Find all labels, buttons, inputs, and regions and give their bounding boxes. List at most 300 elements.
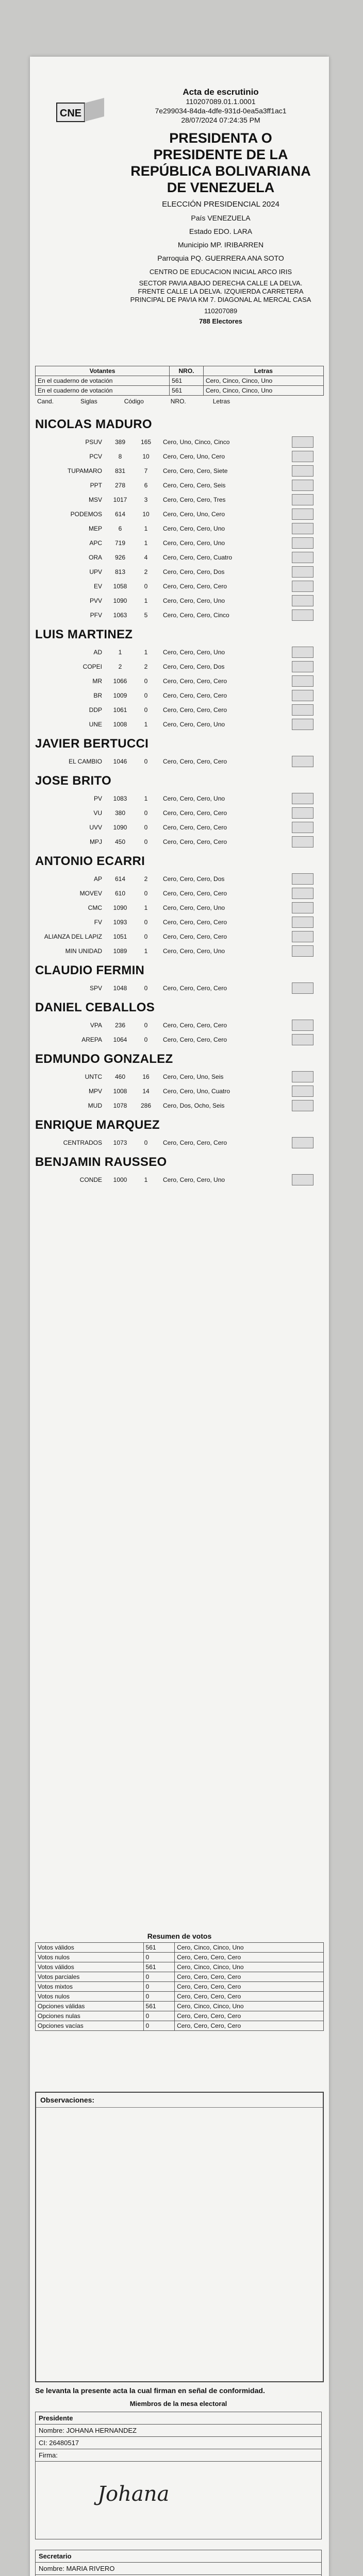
party-row — [30, 1098, 329, 1113]
table-row: Votos parciales 0 Cero, Cero, Cero, Cero — [36, 1972, 324, 1982]
party-row — [30, 550, 329, 565]
party-code: 1048 — [113, 985, 127, 992]
party-code: 1008 — [113, 1088, 127, 1095]
party-code: 1061 — [113, 706, 127, 714]
vote-letters: Cero, Cero, Cero, Uno — [163, 649, 225, 656]
party-name: UPV — [89, 568, 102, 575]
party-name: CENTRADOS — [63, 1139, 102, 1146]
party-logo — [292, 888, 314, 899]
resumen-title: Resumen de votos — [147, 1932, 212, 1940]
table-row: En el cuaderno de votación 561 Cero, Cinco, Cinco, Uno — [36, 376, 324, 386]
party-logo — [292, 1174, 314, 1185]
candidate-name: EDMUNDO GONZALEZ — [35, 1052, 173, 1066]
vote-count: 4 — [144, 554, 148, 561]
vote-letters: Cero, Cero, Cero, Tres — [163, 496, 226, 503]
party-row — [30, 493, 329, 507]
party-row — [30, 645, 329, 659]
party-name: MEP — [88, 525, 102, 532]
vote-letters: Cero, Cero, Cero, Uno — [163, 904, 225, 911]
party-name: ORA — [88, 554, 102, 561]
vote-count: 5 — [144, 612, 148, 619]
vote-letters: Cero, Cero, Cero, Cero — [163, 706, 227, 714]
vote-count: 1 — [144, 539, 148, 547]
party-name: VPA — [90, 1022, 102, 1029]
party-code: 1083 — [113, 795, 127, 802]
party-logo — [292, 523, 314, 534]
party-code: 614 — [114, 875, 126, 883]
party-row — [30, 835, 329, 849]
party-name: CONDE — [79, 1176, 102, 1183]
party-code: 1008 — [113, 721, 127, 728]
table-row: Votos nulos 0 Cero, Cero, Cero, Cero — [36, 1992, 324, 2002]
vote-count: 0 — [144, 692, 148, 699]
vote-count: 0 — [144, 1139, 148, 1146]
candidates-column-header: Cand. Siglas Código NRO. Letras — [37, 398, 230, 405]
vote-letters: Cero, Cero, Cero, Cero — [163, 809, 227, 817]
vote-letters: Cero, Cero, Cero, Cero — [163, 838, 227, 845]
vote-count: 2 — [144, 875, 148, 883]
party-logo — [292, 931, 314, 942]
vote-count: 14 — [142, 1088, 150, 1095]
party-name: MR — [92, 677, 102, 685]
party-name: MSV — [88, 496, 102, 503]
party-logo — [292, 982, 314, 994]
candidate-block — [30, 1052, 329, 1113]
vote-letters: Cero, Cero, Cero, Siete — [163, 467, 228, 474]
vote-letters: Cero, Cero, Cero, Cero — [163, 985, 227, 992]
table-row: En el cuaderno de votación 561 Cero, Cinco, Cinco, Uno — [36, 386, 324, 396]
party-row — [30, 1173, 329, 1187]
party-name: CMC — [88, 904, 102, 911]
signers-section — [35, 2385, 322, 2576]
vote-count: 2 — [144, 568, 148, 575]
vote-letters: Cero, Cero, Cero, Uno — [163, 795, 225, 802]
vote-count: 0 — [144, 677, 148, 685]
vote-count: 0 — [144, 824, 148, 831]
acta-code: 110207089.01.1.0001 — [186, 97, 256, 106]
signer-role: Presidente — [36, 2412, 321, 2425]
candidate-name: JAVIER BERTUCCI — [35, 737, 149, 751]
candidate-name: CLAUDIO FERMIN — [35, 963, 145, 977]
vote-count: 1 — [144, 1176, 148, 1183]
party-logo — [292, 719, 314, 730]
mesa-title: Miembros de la mesa electoral — [129, 2400, 227, 2408]
party-code: 1089 — [113, 947, 127, 955]
candidate-block — [30, 1155, 329, 1187]
party-logo — [292, 1034, 314, 1045]
vote-count: 0 — [144, 1036, 148, 1043]
vote-count: 0 — [144, 838, 148, 845]
acta-header — [128, 88, 314, 326]
party-logo — [292, 480, 314, 491]
party-code: 1090 — [113, 824, 127, 831]
vote-count: 0 — [144, 758, 148, 765]
party-row — [30, 659, 329, 674]
vote-letters: Cero, Cero, Cero, Cero — [163, 890, 227, 897]
party-row — [30, 886, 329, 901]
vote-count: 165 — [140, 438, 152, 446]
letras-header: Letras — [203, 366, 323, 376]
party-code: 6 — [118, 525, 122, 532]
party-logo — [292, 494, 314, 505]
party-logo — [292, 756, 314, 767]
party-name: PSUV — [85, 438, 102, 446]
vote-letters: Cero, Cero, Cero, Uno — [163, 721, 225, 728]
vote-count: 1 — [144, 649, 148, 656]
vote-count: 2 — [144, 663, 148, 670]
party-code: 610 — [114, 890, 126, 897]
vote-letters: Cero, Cero, Cero, Cero — [163, 824, 227, 831]
party-name: MIN UNIDAD — [65, 947, 102, 955]
party-logo — [292, 609, 314, 621]
party-row — [30, 688, 329, 703]
candidate-name: LUIS MARTINEZ — [35, 628, 133, 641]
party-name: MPV — [88, 1088, 102, 1095]
vote-letters: Cero, Cero, Cero, Cinco — [163, 612, 229, 619]
vote-letters: Cero, Dos, Ocho, Seis — [163, 1102, 225, 1109]
party-code: 1093 — [113, 919, 127, 926]
acta-datetime: 28/07/2024 07:24:35 PM — [181, 116, 260, 124]
vote-count: 286 — [140, 1102, 152, 1109]
party-row — [30, 717, 329, 732]
party-logo — [292, 1086, 314, 1097]
vote-count: 1 — [144, 947, 148, 955]
municipio: Municipio MP. IRIBARREN — [177, 241, 264, 249]
party-code: 1063 — [113, 612, 127, 619]
party-code: 8 — [118, 453, 122, 460]
vote-count: 0 — [144, 919, 148, 926]
candidate-block — [30, 1118, 329, 1150]
electores: 788 Electores — [199, 317, 242, 325]
party-name: MOVEV — [79, 890, 102, 897]
party-logo — [292, 465, 314, 477]
party-name: COPEI — [82, 663, 102, 670]
signature: Johana — [97, 2482, 170, 2506]
party-logo — [292, 1020, 314, 1031]
party-row — [30, 1136, 329, 1150]
table-row: Opciones nulas 0 Cero, Cero, Cero, Cero — [36, 2011, 324, 2021]
party-code: 460 — [114, 1073, 126, 1080]
party-code: 926 — [114, 554, 126, 561]
party-logo — [292, 1100, 314, 1111]
party-name: AP — [93, 875, 102, 883]
candidate-name: NICOLAS MADURO — [35, 417, 152, 431]
vote-count: 0 — [144, 933, 148, 940]
vote-count: 1 — [144, 525, 148, 532]
candidate-block — [30, 963, 329, 995]
vote-letters: Cero, Cero, Uno, Cuatro — [163, 1088, 230, 1095]
party-name: PVV — [89, 597, 102, 604]
main-title: PRESIDENTA O PRESIDENTE DE LA REPÚBLICA BOLIVARIANA DE VENEZUELA — [130, 130, 311, 195]
vote-letters: Cero, Cero, Cero, Uno — [163, 597, 225, 604]
party-row — [30, 565, 329, 579]
candidate-name: ANTONIO ECARRI — [35, 854, 145, 868]
candidate-block — [30, 854, 329, 958]
candidate-block — [30, 1001, 329, 1047]
party-name: UNTC — [85, 1073, 102, 1080]
party-name: SPV — [89, 985, 102, 992]
candidate-name: DANIEL CEBALLOS — [35, 1001, 155, 1014]
party-code: 1009 — [113, 692, 127, 699]
vote-letters: Cero, Cero, Cero, Dos — [163, 568, 225, 575]
party-logo — [292, 436, 314, 448]
direccion: SECTOR PAVIA ABAJO DERECHA CALLE LA DELVA. FRENTE CALLE LA DELVA. IZQUIERDA CARRETERA PRINCIPAL DE PAVIA KM 7. DIAGONAL AL MERCAL CASA — [130, 279, 311, 303]
party-logo — [292, 836, 314, 848]
vote-count: 0 — [144, 583, 148, 590]
party-name: EV — [93, 583, 102, 590]
party-row — [30, 1070, 329, 1084]
vote-letters: Cero, Cero, Cero, Uno — [163, 539, 225, 547]
vote-letters: Cero, Cero, Cero, Uno — [163, 947, 225, 955]
party-row — [30, 929, 329, 944]
party-code: 813 — [114, 568, 126, 575]
party-logo — [292, 1071, 314, 1082]
party-logo — [292, 690, 314, 701]
acta-title: Acta de escrutinio — [183, 87, 259, 97]
party-logo — [292, 807, 314, 819]
party-row — [30, 449, 329, 464]
vote-letters: Cero, Cero, Cero, Cero — [163, 933, 227, 940]
party-logo — [292, 793, 314, 804]
votantes-table — [35, 366, 324, 396]
vote-letters: Cero, Cero, Cero, Seis — [163, 482, 226, 489]
party-name: UVV — [89, 824, 102, 831]
party-row — [30, 464, 329, 478]
party-name: MUD — [88, 1102, 102, 1109]
party-logo — [292, 945, 314, 957]
party-row — [30, 1018, 329, 1032]
party-logo — [292, 675, 314, 687]
vote-letters: Cero, Cero, Cero, Cero — [163, 1022, 227, 1029]
estado: Estado EDO. LARA — [189, 227, 253, 235]
centro: CENTRO DE EDUCACION INICIAL ARCO IRIS — [149, 268, 292, 276]
party-row — [30, 521, 329, 536]
candidate-name: JOSE BRITO — [35, 774, 111, 788]
signer-name: Nombre: MARIA RIVERO — [36, 2563, 321, 2575]
party-name: PPT — [90, 482, 102, 489]
party-code: 236 — [114, 1022, 126, 1029]
vote-count: 1 — [144, 721, 148, 728]
candidate-name: ENRIQUE MARQUEZ — [35, 1118, 160, 1132]
party-logo — [292, 595, 314, 606]
cne-logo — [53, 94, 114, 140]
vote-letters: Cero, Cero, Uno, Cero — [163, 511, 225, 518]
party-code: 719 — [114, 539, 126, 547]
vote-count: 0 — [144, 1022, 148, 1029]
party-code: 1 — [118, 649, 122, 656]
party-code: 1017 — [113, 496, 127, 503]
party-row — [30, 806, 329, 820]
vote-count: 1 — [144, 597, 148, 604]
party-logo — [292, 647, 314, 658]
party-row — [30, 435, 329, 449]
party-logo — [292, 451, 314, 462]
conformidad-text: Se levanta la presente acta la cual firman en señal de conformidad. — [35, 2386, 265, 2395]
signers-list — [35, 2412, 322, 2576]
party-logo — [292, 902, 314, 913]
party-name: ALIANZA DEL LAPIZ — [44, 933, 102, 940]
party-name: FV — [94, 919, 102, 926]
party-name: BR — [93, 692, 102, 699]
vote-count: 7 — [144, 467, 148, 474]
party-name: PCV — [89, 453, 102, 460]
party-logo — [292, 822, 314, 833]
party-name: PODEMOS — [70, 511, 102, 518]
vote-letters: Cero, Cero, Uno, Cero — [163, 453, 225, 460]
party-code: 1046 — [113, 758, 127, 765]
table-row: Opciones válidas 561 Cero, Cinco, Cinco, Uno — [36, 2002, 324, 2011]
mesa: 110207089 — [204, 307, 238, 315]
party-row — [30, 1084, 329, 1098]
party-code: 1064 — [113, 1036, 127, 1043]
candidates-list — [30, 412, 329, 1187]
party-row — [30, 944, 329, 958]
acta-hash: 7e299034-84da-4dfe-931d-0ea5a3ff1ac1 — [155, 107, 287, 115]
vote-letters: Cero, Cero, Cero, Cuatro — [163, 554, 233, 561]
observaciones-label: Observaciones: — [36, 2093, 323, 2108]
vote-letters: Cero, Cero, Cero, Uno — [163, 525, 225, 532]
vote-letters: Cero, Cero, Cero, Cero — [163, 758, 227, 765]
table-row: Votos mixtos 0 Cero, Cero, Cero, Cero — [36, 1982, 324, 1992]
vote-count: 16 — [142, 1073, 150, 1080]
party-name: APC — [89, 539, 102, 547]
vote-count: 0 — [144, 809, 148, 817]
candidate-block — [30, 737, 329, 769]
vote-letters: Cero, Cero, Cero, Cero — [163, 919, 227, 926]
vote-letters: Cero, Cero, Cero, Dos — [163, 875, 225, 883]
votantes-section — [30, 366, 329, 405]
party-name: PFV — [90, 612, 102, 619]
party-logo — [292, 509, 314, 520]
party-row — [30, 608, 329, 622]
party-row — [30, 703, 329, 717]
party-code: 2 — [118, 663, 122, 670]
party-code: 389 — [114, 438, 126, 446]
table-row: Votos válidos 561 Cero, Cinco, Cinco, Uno — [36, 1943, 324, 1953]
vote-letters: Cero, Uno, Cinco, Cinco — [163, 438, 230, 446]
party-code: 1058 — [113, 583, 127, 590]
party-logo — [292, 552, 314, 563]
party-logo — [292, 537, 314, 549]
party-code: 1078 — [113, 1102, 127, 1109]
party-logo — [292, 581, 314, 592]
party-row — [30, 901, 329, 915]
vote-letters: Cero, Cero, Uno, Seis — [163, 1073, 224, 1080]
party-code: 1073 — [113, 1139, 127, 1146]
party-code: 614 — [114, 511, 126, 518]
party-row — [30, 754, 329, 769]
vote-letters: Cero, Cero, Cero, Cero — [163, 1036, 227, 1043]
party-logo — [292, 566, 314, 578]
signature-area — [36, 2462, 321, 2539]
party-name: AREPA — [81, 1036, 102, 1043]
party-row — [30, 507, 329, 521]
party-row — [30, 594, 329, 608]
vote-count: 0 — [144, 890, 148, 897]
signer-name: Nombre: JOHANA HERNANDEZ — [36, 2425, 321, 2437]
party-code: 1090 — [113, 904, 127, 911]
observaciones-box — [35, 2092, 324, 2382]
vote-count: 1 — [144, 904, 148, 911]
vote-count: 10 — [142, 511, 150, 518]
party-logo — [292, 873, 314, 885]
party-code: 278 — [114, 482, 126, 489]
nro-header: NRO. — [170, 366, 204, 376]
party-logo — [292, 917, 314, 928]
signer-block — [35, 2412, 322, 2539]
party-logo — [292, 704, 314, 716]
party-row — [30, 915, 329, 929]
vote-letters: Cero, Cero, Cero, Cero — [163, 1139, 227, 1146]
table-row: Opciones vacías 0 Cero, Cero, Cero, Cero — [36, 2021, 324, 2031]
parroquia: Parroquia PQ. GUERRERA ANA SOTO — [157, 254, 284, 262]
vote-count: 6 — [144, 482, 148, 489]
party-logo — [292, 1137, 314, 1148]
vote-count: 0 — [144, 985, 148, 992]
table-row: Votos nulos 0 Cero, Cero, Cero, Cero — [36, 1953, 324, 1962]
vote-count: 1 — [144, 795, 148, 802]
party-row — [30, 579, 329, 594]
resumen-table — [35, 1942, 324, 2031]
party-name: MPJ — [90, 838, 102, 845]
signer-role: Secretario — [36, 2550, 321, 2563]
vote-count: 3 — [144, 496, 148, 503]
party-name: VU — [93, 809, 102, 817]
party-name: DDP — [89, 706, 102, 714]
vote-letters: Cero, Cero, Cero, Cero — [163, 692, 227, 699]
vote-letters: Cero, Cero, Cero, Dos — [163, 663, 225, 670]
party-row — [30, 1032, 329, 1047]
party-row — [30, 791, 329, 806]
pais: País VENEZUELA — [191, 214, 251, 222]
party-name: UNE — [89, 721, 102, 728]
party-code: 1000 — [113, 1176, 127, 1183]
party-code: 831 — [114, 467, 126, 474]
party-row — [30, 536, 329, 550]
party-row — [30, 820, 329, 835]
party-row — [30, 872, 329, 886]
receipt-paper — [30, 57, 329, 2576]
party-name: EL CAMBIO — [69, 758, 102, 765]
party-code: 1090 — [113, 597, 127, 604]
vote-letters: Cero, Cero, Cero, Cero — [163, 583, 227, 590]
party-code: 1051 — [113, 933, 127, 940]
candidate-block — [30, 628, 329, 732]
svg-text:CNE: CNE — [59, 108, 82, 119]
vote-letters: Cero, Cero, Cero, Cero — [163, 677, 227, 685]
party-row — [30, 478, 329, 493]
party-code: 380 — [114, 809, 126, 817]
resumen-section — [30, 1932, 329, 2031]
eleccion: ELECCIÓN PRESIDENCIAL 2024 — [162, 200, 279, 209]
vote-count: 10 — [142, 453, 150, 460]
signer-firma-label: Firma: — [36, 2449, 321, 2462]
votantes-header: Votantes — [36, 366, 170, 376]
party-row — [30, 674, 329, 688]
party-code: 450 — [114, 838, 126, 845]
signer-block — [35, 2550, 322, 2576]
candidate-block — [30, 417, 329, 622]
party-name: PV — [93, 795, 102, 802]
table-row: Votos válidos 561 Cero, Cinco, Cinco, Uno — [36, 1962, 324, 1972]
vote-letters: Cero, Cero, Cero, Uno — [163, 1176, 225, 1183]
signer-ci: CI: 26480517 — [36, 2437, 321, 2449]
party-code: 1066 — [113, 677, 127, 685]
party-row — [30, 981, 329, 995]
candidate-block — [30, 774, 329, 849]
party-name: AD — [93, 649, 102, 656]
party-name: TUPAMARO — [67, 467, 102, 474]
